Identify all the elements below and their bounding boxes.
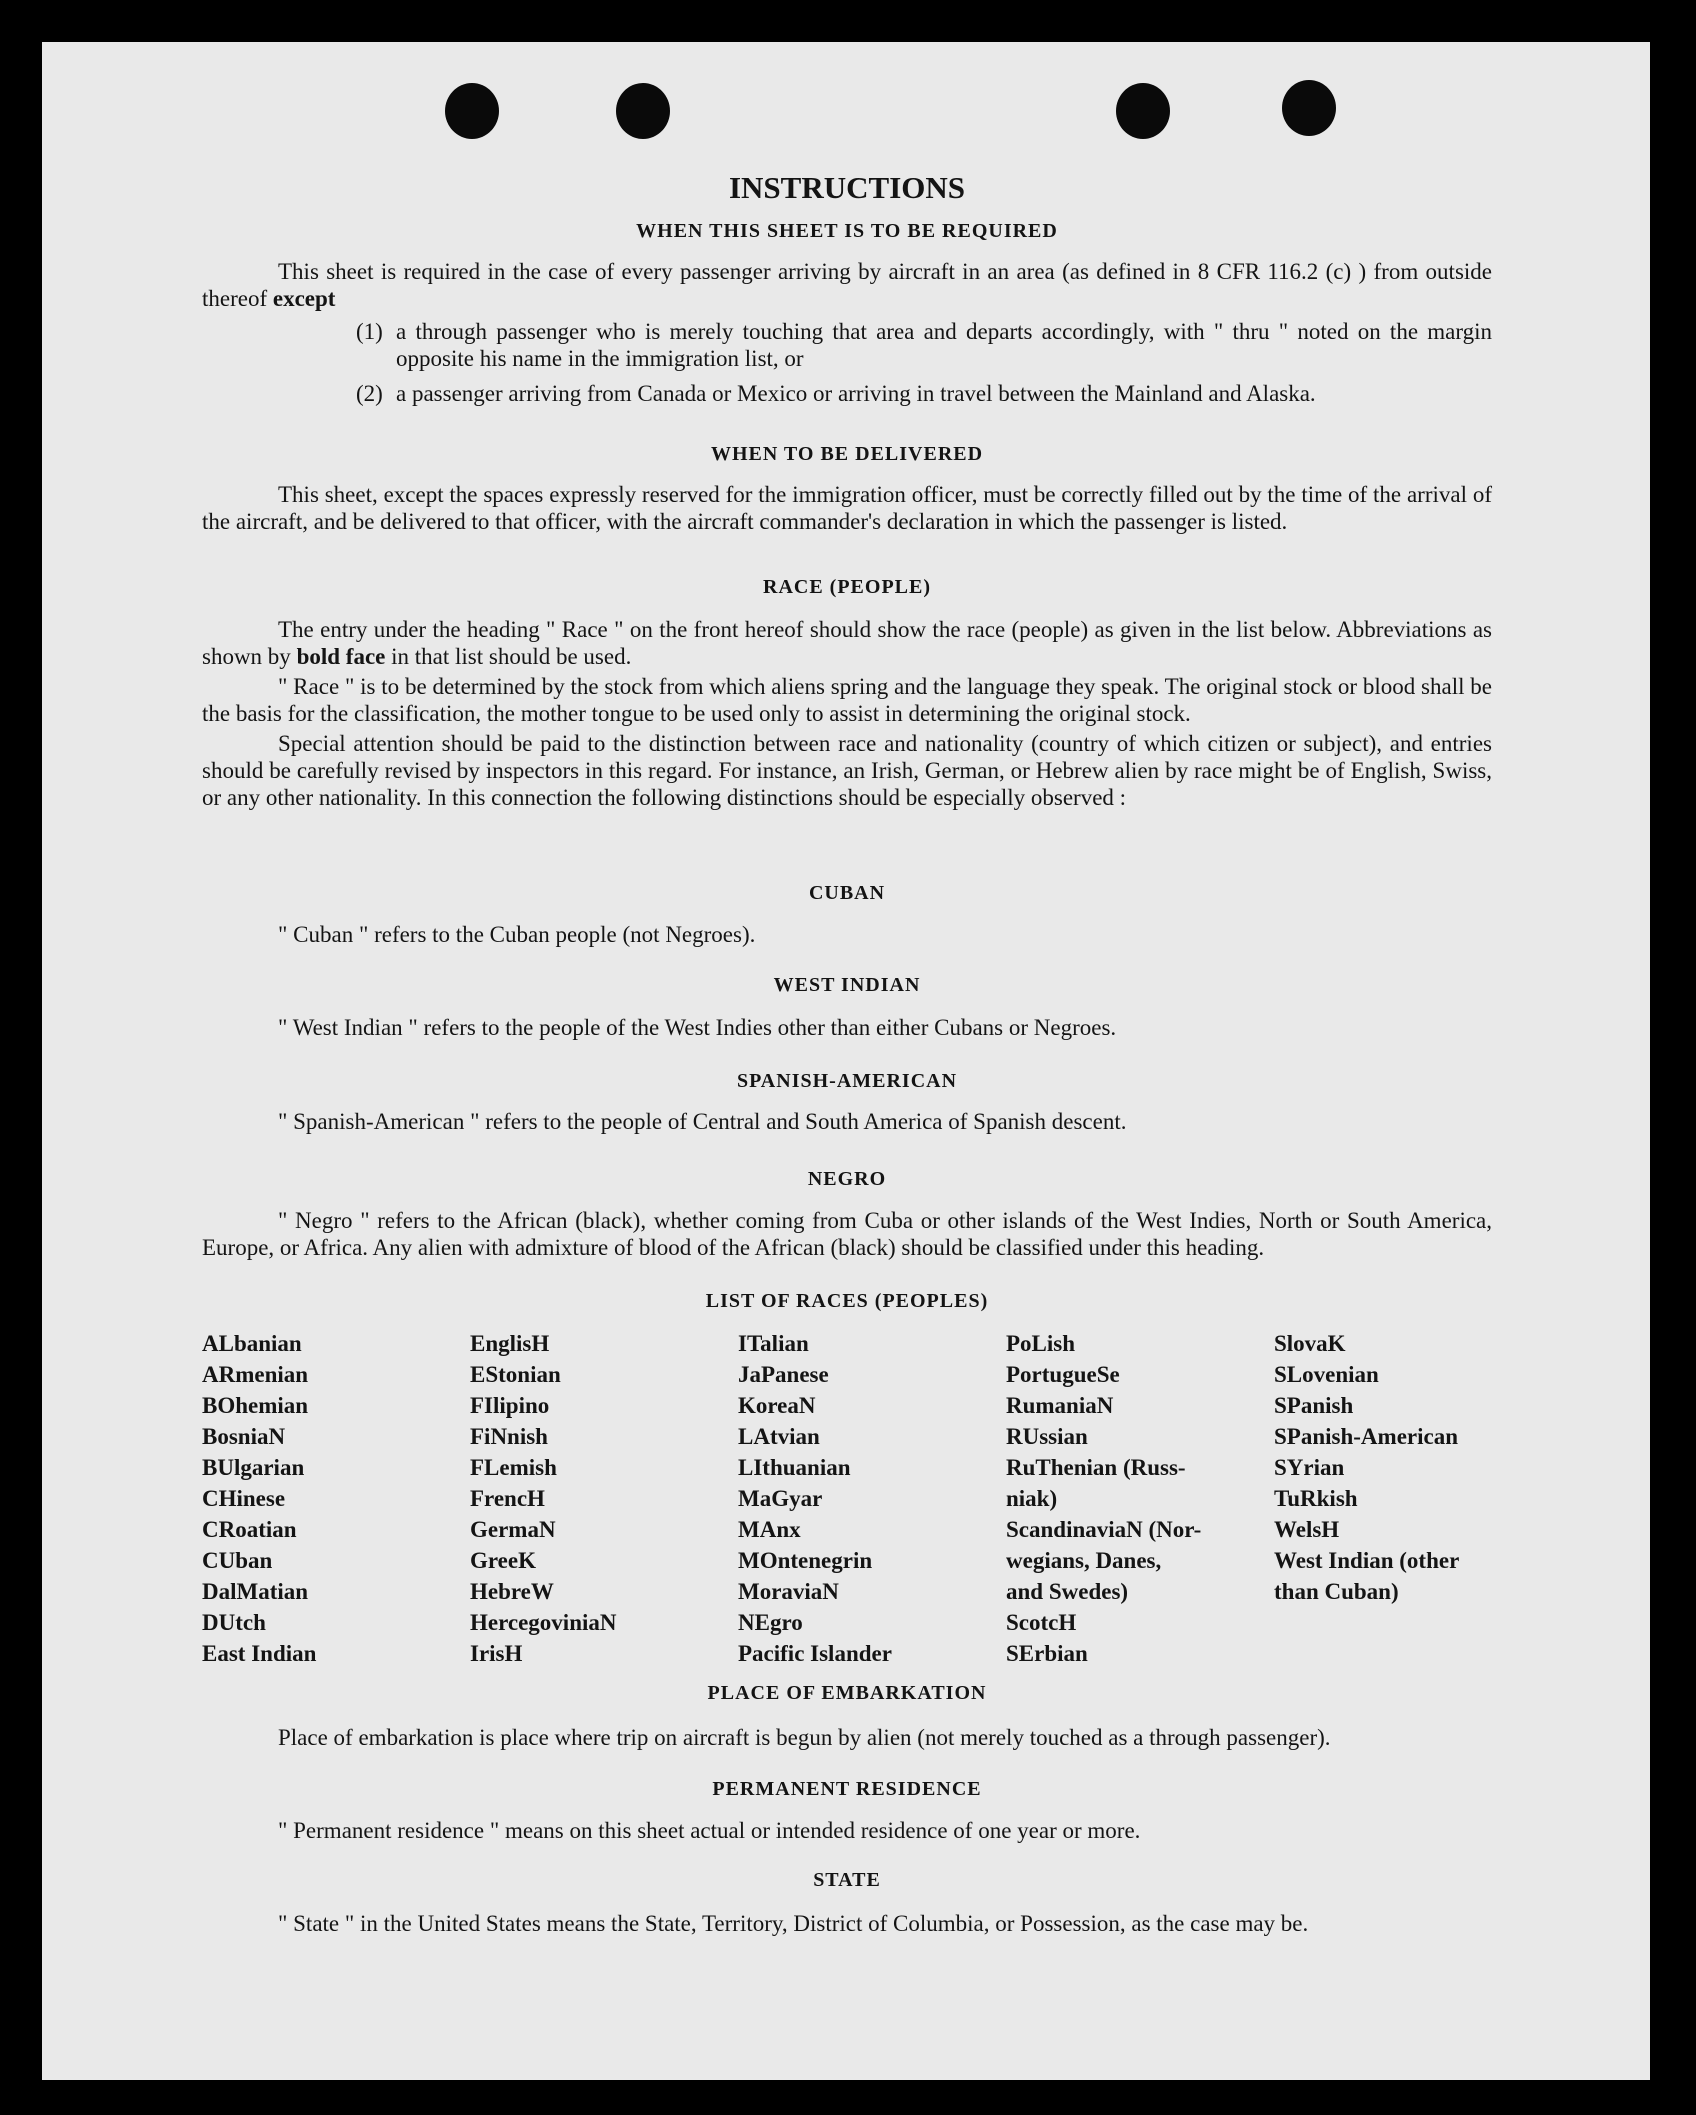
- race-item: BUlgarian: [202, 1455, 305, 1480]
- text: in that list should be used.: [391, 644, 632, 669]
- race-paragraph-2: " Race " is to be determined by the stock from which aliens spring and the language they speak. The original stock or blood shall be the basis for the classification, the mother tongue to be used only to assist in determining the original stock.: [202, 674, 1492, 726]
- race-item: ScandinaviaN (Nor- wegians, Danes, and Swedes): [1006, 1517, 1202, 1604]
- negro-text: " Negro " refers to the African (black), whether coming from Cuba or other islands of the West Indies, North or South America, Europe, or Africa. Any alien with admixture of blood of the African (black) should be classified under this heading.: [202, 1208, 1492, 1260]
- cuban-text: " Cuban " refers to the Cuban people (not Negroes).: [278, 922, 756, 947]
- delivered-text: This sheet, except the spaces expressly reserved for the immigration officer, must be correctly filled out by the time of the arrival of the aircraft, and be delivered to that officer, with the aircraft commander's declaration in which the passenger is listed.: [202, 482, 1492, 534]
- races-list: [202, 1328, 1502, 1669]
- heading-delivered: WHEN TO BE DELIVERED: [710, 443, 984, 465]
- race-item: BosniaN: [202, 1424, 286, 1449]
- heading-race: RACE (PEOPLE): [763, 576, 931, 598]
- race-item: SYrian: [1274, 1455, 1345, 1480]
- section-required: [202, 258, 1492, 407]
- race-paragraph-3: Special attention should be paid to the distinction between race and nationality (country of which citizen or subject), and entries should be carefully revised by inspectors in this regard. For instance, an Irish, German, or Hebrew alien by race might be of English, Swiss, or any other nationality. In this connection the following distinctions should be especially observed :: [202, 731, 1492, 810]
- heading-negro: NEGRO: [807, 1168, 887, 1190]
- race-item: LIthuanian: [738, 1455, 851, 1480]
- heading-state: STATE: [813, 1869, 881, 1891]
- race-item: SErbian: [1006, 1641, 1088, 1666]
- race-item: East Indian: [202, 1641, 317, 1666]
- race-item: GreeK: [470, 1548, 536, 1573]
- race-item: FLemish: [470, 1455, 557, 1480]
- required-text: This sheet is required in the case of every passenger arriving by aircraft in an area (as defined in 8 CFR 116.2 (c) ) from outside thereof: [202, 259, 1492, 311]
- races-column: [470, 1328, 738, 1669]
- race-item: CRoatian: [202, 1517, 297, 1542]
- heading-list-of-races: LIST OF RACES (PEOPLES): [705, 1290, 989, 1312]
- race-item: ScotcH: [1006, 1610, 1077, 1635]
- race-item: GermaN: [470, 1517, 556, 1542]
- races-column: [1006, 1328, 1274, 1669]
- heading-spanish-american: SPANISH-AMERICAN: [736, 1070, 958, 1092]
- race-paragraph-1: [202, 616, 1492, 670]
- race-item: MaGyar: [738, 1486, 823, 1511]
- race-item: BOhemian: [202, 1393, 309, 1418]
- race-item: CHinese: [202, 1486, 286, 1511]
- race-item: DUtch: [202, 1610, 266, 1635]
- list-item: [356, 380, 1492, 407]
- race-item: EnglisH: [470, 1331, 550, 1356]
- race-item: ARmenian: [202, 1362, 309, 1387]
- list-item: [356, 318, 1492, 372]
- race-item: JaPanese: [738, 1362, 829, 1387]
- race-item: FiNnish: [470, 1424, 548, 1449]
- punch-hole: [1282, 80, 1336, 136]
- race-item: RUssian: [1006, 1424, 1088, 1449]
- west-indian-text: " West Indian " refers to the people of the West Indies other than either Cubans or Negroes.: [278, 1015, 1117, 1040]
- race-item: MAnx: [738, 1517, 801, 1542]
- race-item: CUban: [202, 1548, 273, 1573]
- heading-west-indian: WEST INDIAN: [773, 974, 921, 996]
- race-item: SLovenian: [1274, 1362, 1379, 1387]
- required-paragraph: [202, 258, 1492, 312]
- race-item: RumaniaN: [1006, 1393, 1114, 1418]
- race-item: NEgro: [738, 1610, 803, 1635]
- embarkation-text: Place of embarkation is place where trip on aircraft is begun by alien (not merely touched as a through passenger).: [278, 1725, 1331, 1750]
- item-number: (2): [356, 381, 383, 406]
- race-item: HebreW: [470, 1579, 554, 1604]
- item-text: a passenger arriving from Canada or Mexico or arriving in travel between the Mainland and Alaska.: [396, 381, 1316, 406]
- race-item: SlovaK: [1274, 1331, 1346, 1356]
- race-item: MoraviaN: [738, 1579, 839, 1604]
- races-column: [1274, 1328, 1502, 1669]
- state-text: " State " in the United States means the State, Territory, District of Columbia, or Possession, as the case may be.: [278, 1911, 1309, 1936]
- item-number: (1): [356, 319, 383, 344]
- bold-face-text: bold face: [296, 644, 386, 669]
- race-item: WelsH: [1274, 1517, 1340, 1542]
- race-item: KoreaN: [738, 1393, 816, 1418]
- race-item: TuRkish: [1274, 1486, 1358, 1511]
- races-column: [202, 1328, 470, 1669]
- section-race: [202, 616, 1492, 811]
- residence-text: " Permanent residence " means on this sheet actual or intended residence of one year or more.: [278, 1818, 1141, 1843]
- race-item: RuThenian (Russ- niak): [1006, 1455, 1186, 1511]
- race-item: FrencH: [470, 1486, 545, 1511]
- race-item: SPanish-American: [1274, 1424, 1458, 1449]
- races-column: [738, 1328, 1006, 1669]
- except-text: except: [272, 286, 336, 311]
- punch-hole: [616, 83, 670, 139]
- race-item: LAtvian: [738, 1424, 820, 1449]
- race-item: DalMatian: [202, 1579, 309, 1604]
- race-item: FIlipino: [470, 1393, 550, 1418]
- heading-embarkation: PLACE OF EMBARKATION: [707, 1682, 987, 1704]
- heading-required: WHEN THIS SHEET IS TO BE REQUIRED: [636, 220, 1058, 242]
- race-item: PortugueSe: [1006, 1362, 1120, 1387]
- race-item: Pacific Islander: [738, 1641, 892, 1666]
- race-item: IrisH: [470, 1641, 523, 1666]
- punch-hole: [1116, 83, 1170, 139]
- race-item: MOntenegrin: [738, 1548, 873, 1573]
- heading-cuban: CUBAN: [808, 882, 886, 904]
- race-item: SPanish: [1274, 1393, 1354, 1418]
- race-item: West Indian (other than Cuban): [1274, 1548, 1460, 1604]
- race-item: EStonian: [470, 1362, 561, 1387]
- race-item: PoLish: [1006, 1331, 1076, 1356]
- race-item: ALbanian: [202, 1331, 302, 1356]
- race-item: ITalian: [738, 1331, 809, 1356]
- punch-hole: [445, 83, 499, 139]
- race-item: HercegoviniaN: [470, 1610, 617, 1635]
- spanish-american-text: " Spanish-American " refers to the people of Central and South America of Spanish descent.: [278, 1109, 1127, 1134]
- page-title: INSTRUCTIONS: [728, 170, 965, 205]
- text: The entry under the heading " Race " on the front hereof should show the race (people) as given in the list below. Abbreviations as shown by: [202, 617, 1492, 669]
- item-text: a through passenger who is merely touching that area and departs accordingly, with " thru " noted on the margin opposite his name in the immigration list, or: [396, 319, 1492, 371]
- heading-residence: PERMANENT RESIDENCE: [712, 1778, 982, 1800]
